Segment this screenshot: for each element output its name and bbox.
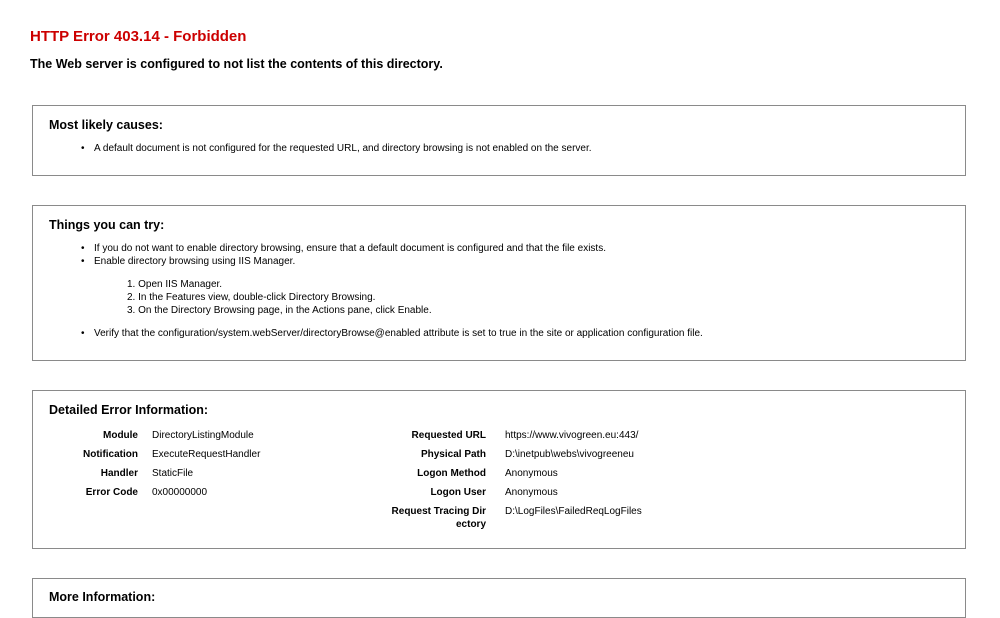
list-item: • A default document is not configured for the requested URL, and directory browsing is not enabled on the server. (81, 142, 592, 155)
detail-label: Notification (83, 449, 138, 460)
step-item: 2. In the Features view, double-click Directory Browsing. (127, 292, 376, 303)
step-item: 1. Open IIS Manager. (127, 279, 223, 290)
detail-label: Request Tracing Dir (391, 506, 486, 517)
steps-list (127, 278, 432, 317)
detail-value: Anonymous (505, 468, 558, 479)
error-title: HTTP Error 403.14 - Forbidden (30, 28, 247, 45)
step-item: 3. On the Directory Browsing page, in the Actions pane, click Enable. (127, 305, 432, 316)
error-subtitle: The Web server is configured to not list the contents of this directory. (30, 57, 443, 71)
details-heading: Detailed Error Information: (49, 403, 209, 417)
causes-panel (32, 105, 966, 176)
detail-value: https://www.vivogreen.eu:443/ (505, 430, 639, 441)
detail-value: 0x00000000 (152, 487, 208, 498)
detail-label: Logon User (430, 487, 486, 498)
detail-label: Physical Path (420, 449, 486, 460)
list-item: • If you do not want to enable directory browsing, ensure that a default document is configured and that the file exists. (81, 242, 606, 255)
detail-label-wrap: ectory (455, 519, 486, 530)
detail-label: Logon Method (417, 468, 486, 479)
causes-list (81, 142, 592, 155)
more-info-panel (32, 578, 966, 618)
detail-label: Handler (100, 468, 138, 479)
detail-value: D:\LogFiles\FailedReqLogFiles (505, 506, 642, 517)
detail-value: ExecuteRequestHandler (152, 449, 261, 460)
list-item: • Verify that the configuration/system.webServer/directoryBrowse@enabled attribute is set to true in the site or application configuration file. (81, 327, 703, 340)
detail-label: Error Code (85, 487, 138, 498)
detail-value: DirectoryListingModule (152, 430, 254, 441)
detail-value: D:\inetpub\webs\vivogreeneu (505, 449, 634, 460)
try-panel (32, 205, 966, 361)
list-item: • Enable directory browsing using IIS Manager. (81, 255, 606, 268)
detail-value: StaticFile (152, 468, 194, 479)
more-info-heading: More Information: (49, 590, 156, 604)
causes-heading: Most likely causes: (49, 118, 163, 132)
try-list (81, 242, 606, 268)
try-list-final (81, 327, 703, 340)
detail-label: Module (103, 430, 138, 441)
detail-value: Anonymous (505, 487, 558, 498)
detail-label: Requested URL (411, 430, 486, 441)
try-heading: Things you can try: (49, 218, 165, 232)
details-panel (32, 390, 966, 549)
detail-row-tracing-dir (373, 505, 963, 533)
